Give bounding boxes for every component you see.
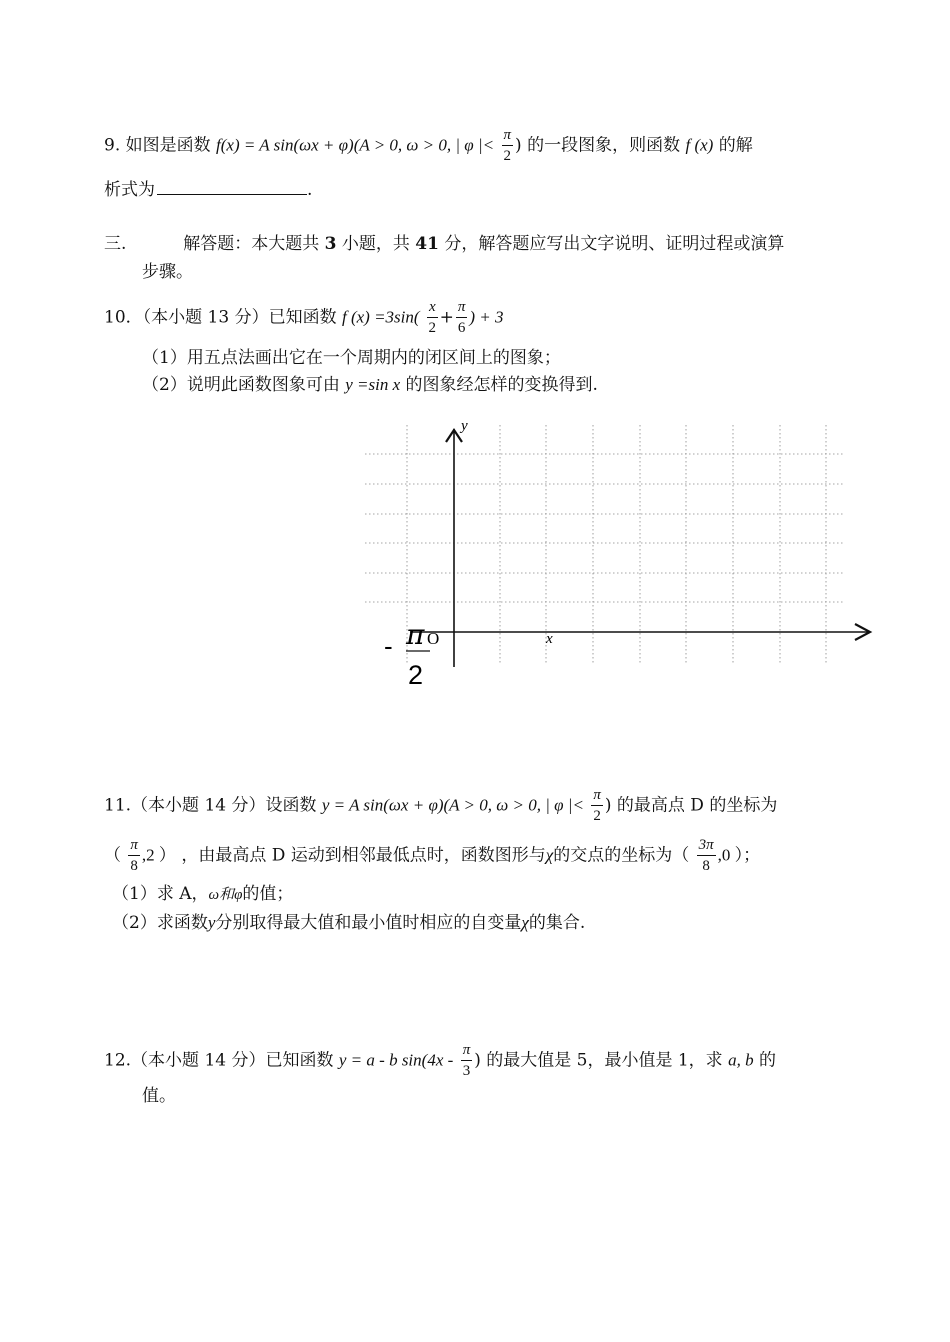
q9-after: ) 的一段图象，则函数 [515,135,681,156]
q9-tail: 的解 [718,135,753,156]
q12-tail-b: 的 [759,1050,776,1071]
section3-text-c: 分，解答题应写出文字说明、证明过程或演算 [444,234,785,254]
q11-function: y = A sin(ωx + φ)(A > 0, ω > 0, | φ |< [321,795,584,815]
q10-f2-num: π [456,300,468,318]
origin-label: O [427,629,440,648]
section3-score: 41 [415,234,439,254]
q11-p1-tail: ,2 ） [141,845,176,865]
q11-part2-c: 的集合. [528,913,586,933]
section3-text-b: 小题，共 [341,234,410,254]
q10-tail: ) + 3 [469,307,504,327]
q11-p2-num: 3π [697,838,716,856]
q12-frac-num: π [461,1043,473,1061]
q11-fraction [591,788,603,824]
q10-function: f (x) =3sin( [341,307,420,327]
q11-point2-frac [697,838,716,874]
q10-line1 [104,300,504,336]
q11-p2-den: 8 [702,858,710,874]
minus-sign: - [384,631,393,661]
q12-vars: a, b [728,1050,754,1070]
q11-open: （ [104,845,121,866]
q11-part2-chi: χ [521,913,529,932]
q11-l2-chi: χ [545,845,554,865]
q12-frac-den: 3 [462,1063,471,1079]
x-axis-label: x [546,631,553,647]
q12-tail-a: ) 的最大值是 5，最小值是 1，求 [474,1050,723,1071]
q11-line2 [104,838,760,874]
q10-part2-a: （2）说明此函数图象可由 [142,375,340,395]
q10-fraction-2 [456,300,468,336]
section3-line2: 步骤。 [142,262,193,282]
section3-label: 三. [104,234,127,254]
q11-part1-b: 的值； [242,884,294,904]
section3-line1 [104,236,784,253]
q10-part2-func: y =sin x [345,375,401,394]
q10-plus: + [439,307,454,328]
q12-line2: 值。 [142,1086,176,1106]
section3-count: 3 [324,234,337,254]
q9-answer-blank [157,180,307,195]
q11-part2-a: （2）求函数 [112,913,208,933]
q11-p1-den: 8 [130,858,138,874]
q11-point1-frac [128,838,140,874]
q11-part1 [112,886,293,903]
section3-text-a: 解答题：本大题共 [183,234,320,254]
q9-lead: 9. 如图是函数 [104,135,211,156]
q11-lead: 11.（本小题 14 分）设函数 [104,795,317,816]
q9-frac-den: 2 [503,148,512,164]
q10-f1-den: 2 [428,320,437,336]
q12-lead: 12.（本小题 14 分）已知函数 [104,1050,334,1071]
q11-tail: ) 的最高点 D 的坐标为 [604,795,778,816]
q10-f1-num: x [427,300,438,318]
q11-part2 [112,914,585,932]
q9-fraction [502,128,514,164]
q11-frac-den: 2 [593,808,601,824]
q9-function-2: f (x) [685,135,714,155]
q10-part2-b: 的图象经怎样的变换得到. [405,375,598,395]
pi-numerator: π [406,618,425,651]
q12-function: y = a - b sin(4x - [338,1050,454,1070]
q9-line1 [104,128,753,164]
q9-end: . [307,180,313,200]
coordinate-grid [360,415,880,690]
grid-horizontal-lines [365,454,845,602]
q10-part2 [142,376,598,394]
q9-line2 [104,180,312,199]
q11-line1 [104,788,777,824]
y-axis-label: y [461,418,468,434]
q10-part1: （1）用五点法画出它在一个周期内的闭区间上的图象； [142,348,561,368]
q11-l2-text: ，由最高点 D 运动到相邻最低点时，函数图形与 [181,845,546,866]
q10-f2-den: 6 [457,320,466,336]
q11-part1-sym: ω和φ [208,887,243,903]
q10-fraction-1 [427,300,438,336]
q11-frac-num: π [591,788,603,806]
q9-answer-label: 析式为 [104,180,155,200]
q11-part2-y: y [207,913,216,932]
q12-line1 [104,1043,776,1079]
q11-l2-text2: 的交点的坐标为（ [553,845,690,866]
q9-function: f(x) = A sin(ωx + φ)(A > 0, ω > 0, | φ |< [216,135,495,155]
q12-fraction [461,1043,473,1079]
q11-p2-tail: ,0 ）； [717,845,761,865]
q11-p1-num: π [128,838,140,856]
grid-vertical-lines [407,425,826,665]
q11-part1-a: （1）求 A， [112,884,209,904]
q10-lead: 10．（本小题 13 分）已知函数 [104,307,337,328]
q11-part2-b: 分别取得最大值和最小值时相应的自变量 [215,913,522,933]
q9-frac-num: π [502,128,514,146]
pi-denominator: 2 [408,660,424,690]
